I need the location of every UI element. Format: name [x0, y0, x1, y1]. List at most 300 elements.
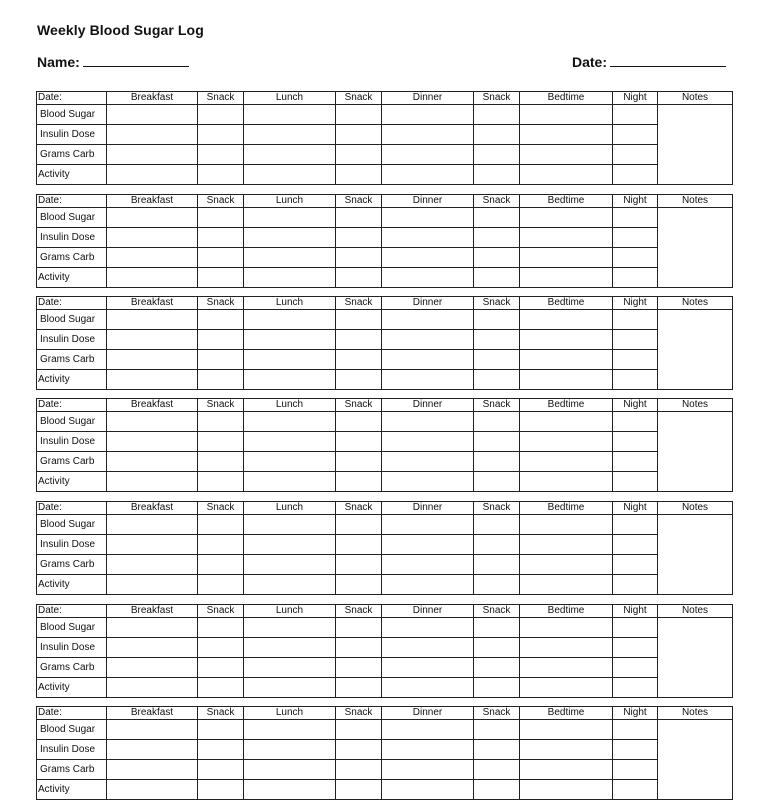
- entry-cell[interactable]: [107, 760, 198, 780]
- table-header-row: [37, 195, 733, 208]
- entry-cell[interactable]: [613, 658, 658, 678]
- entry-cell[interactable]: [244, 350, 336, 370]
- entry-cell[interactable]: [244, 125, 336, 145]
- entry-cell[interactable]: [198, 105, 244, 125]
- entry-cell[interactable]: [336, 370, 382, 390]
- row-label: Grams Carb: [37, 248, 107, 268]
- entry-cell[interactable]: [520, 740, 613, 760]
- entry-cell[interactable]: [474, 310, 520, 330]
- date-field[interactable]: [572, 54, 726, 70]
- column-header: Night: [613, 605, 658, 618]
- entry-cell[interactable]: [244, 330, 336, 350]
- entry-cell[interactable]: [244, 472, 336, 492]
- entry-cell[interactable]: [336, 125, 382, 145]
- entry-cell[interactable]: [198, 535, 244, 555]
- notes-cell[interactable]: [658, 105, 733, 185]
- column-header: Snack: [336, 707, 382, 720]
- entry-cell[interactable]: [382, 720, 474, 740]
- column-header: Lunch: [244, 605, 336, 618]
- entry-cell[interactable]: [474, 618, 520, 638]
- entry-cell[interactable]: [520, 575, 613, 595]
- entry-cell[interactable]: [336, 575, 382, 595]
- entry-cell[interactable]: [474, 145, 520, 165]
- entry-cell[interactable]: [107, 125, 198, 145]
- entry-cell[interactable]: [613, 145, 658, 165]
- entry-cell[interactable]: [336, 268, 382, 288]
- entry-cell[interactable]: [198, 760, 244, 780]
- entry-cell[interactable]: [520, 105, 613, 125]
- entry-cell[interactable]: [474, 720, 520, 740]
- entry-cell[interactable]: [382, 760, 474, 780]
- entry-cell[interactable]: [520, 310, 613, 330]
- entry-cell[interactable]: [198, 472, 244, 492]
- entry-cell[interactable]: [382, 535, 474, 555]
- entry-cell[interactable]: [244, 515, 336, 535]
- column-header: Lunch: [244, 707, 336, 720]
- entry-cell[interactable]: [382, 452, 474, 472]
- entry-cell[interactable]: [107, 452, 198, 472]
- entry-cell[interactable]: [198, 268, 244, 288]
- date-cell[interactable]: Date:: [37, 502, 107, 515]
- table-row: [37, 412, 733, 432]
- entry-cell[interactable]: [474, 248, 520, 268]
- table-header-row: [37, 707, 733, 720]
- entry-cell[interactable]: [107, 740, 198, 760]
- table-header-row: [37, 297, 733, 310]
- entry-cell[interactable]: [613, 618, 658, 638]
- row-label: Blood Sugar: [37, 105, 107, 125]
- column-header: Dinner: [382, 92, 474, 105]
- entry-cell[interactable]: [244, 145, 336, 165]
- entry-cell[interactable]: [382, 515, 474, 535]
- entry-cell[interactable]: [336, 248, 382, 268]
- entry-cell[interactable]: [520, 268, 613, 288]
- table-row: [37, 638, 733, 658]
- entry-cell[interactable]: [198, 208, 244, 228]
- column-header: Lunch: [244, 195, 336, 208]
- entry-cell[interactable]: [613, 248, 658, 268]
- entry-cell[interactable]: [244, 658, 336, 678]
- entry-cell[interactable]: [382, 370, 474, 390]
- notes-cell[interactable]: [658, 412, 733, 492]
- column-header: Bedtime: [520, 399, 613, 412]
- entry-cell[interactable]: [244, 228, 336, 248]
- entry-cell[interactable]: [107, 678, 198, 698]
- entry-cell[interactable]: [198, 658, 244, 678]
- entry-cell[interactable]: [198, 452, 244, 472]
- entry-cell[interactable]: [107, 618, 198, 638]
- entry-cell[interactable]: [198, 125, 244, 145]
- entry-cell[interactable]: [107, 412, 198, 432]
- table-row: [37, 535, 733, 555]
- entry-cell[interactable]: [198, 432, 244, 452]
- row-label: Insulin Dose: [37, 740, 107, 760]
- row-label: Grams Carb: [37, 145, 107, 165]
- entry-cell[interactable]: [244, 678, 336, 698]
- entry-cell[interactable]: [244, 740, 336, 760]
- entry-cell[interactable]: [613, 125, 658, 145]
- entry-cell[interactable]: [198, 165, 244, 185]
- entry-cell[interactable]: [520, 145, 613, 165]
- entry-cell[interactable]: [244, 370, 336, 390]
- table-row: [37, 658, 733, 678]
- entry-cell[interactable]: [244, 165, 336, 185]
- entry-cell[interactable]: [613, 678, 658, 698]
- entry-cell[interactable]: [107, 370, 198, 390]
- date-cell[interactable]: Date:: [37, 297, 107, 310]
- entry-cell[interactable]: [382, 618, 474, 638]
- column-header: Notes: [658, 92, 733, 105]
- entry-cell[interactable]: [474, 760, 520, 780]
- entry-cell[interactable]: [244, 535, 336, 555]
- entry-cell[interactable]: [613, 760, 658, 780]
- day-log-table: [36, 194, 733, 288]
- entry-cell[interactable]: [336, 432, 382, 452]
- date-cell[interactable]: Date:: [37, 92, 107, 105]
- entry-cell[interactable]: [613, 228, 658, 248]
- entry-cell[interactable]: [336, 145, 382, 165]
- entry-cell[interactable]: [520, 248, 613, 268]
- entry-cell[interactable]: [198, 678, 244, 698]
- entry-cell[interactable]: [613, 208, 658, 228]
- entry-cell[interactable]: [336, 760, 382, 780]
- entry-cell[interactable]: [520, 165, 613, 185]
- name-field[interactable]: [37, 54, 189, 70]
- entry-cell[interactable]: [107, 350, 198, 370]
- column-header: Snack: [198, 297, 244, 310]
- entry-cell[interactable]: [107, 165, 198, 185]
- entry-cell[interactable]: [336, 412, 382, 432]
- row-label: Grams Carb: [37, 760, 107, 780]
- entry-cell[interactable]: [198, 228, 244, 248]
- entry-cell[interactable]: [198, 618, 244, 638]
- row-label: Activity: [37, 678, 107, 698]
- entry-cell[interactable]: [244, 618, 336, 638]
- entry-cell[interactable]: [198, 145, 244, 165]
- date-cell[interactable]: Date:: [37, 605, 107, 618]
- entry-cell[interactable]: [613, 555, 658, 575]
- entry-cell[interactable]: [382, 105, 474, 125]
- notes-cell[interactable]: [658, 720, 733, 800]
- entry-cell[interactable]: [198, 412, 244, 432]
- entry-cell[interactable]: [474, 638, 520, 658]
- entry-cell[interactable]: [520, 618, 613, 638]
- entry-cell[interactable]: [382, 248, 474, 268]
- column-header: Breakfast: [107, 502, 198, 515]
- entry-cell[interactable]: [336, 535, 382, 555]
- column-header: Dinner: [382, 195, 474, 208]
- entry-cell[interactable]: [474, 208, 520, 228]
- entry-cell[interactable]: [520, 638, 613, 658]
- entry-cell[interactable]: [198, 330, 244, 350]
- entry-cell[interactable]: [474, 330, 520, 350]
- column-header: Snack: [198, 195, 244, 208]
- entry-cell[interactable]: [520, 472, 613, 492]
- entry-cell[interactable]: [244, 452, 336, 472]
- date-blank-line[interactable]: [610, 56, 726, 67]
- entry-cell[interactable]: [244, 208, 336, 228]
- entry-cell[interactable]: [520, 370, 613, 390]
- entry-cell[interactable]: [336, 310, 382, 330]
- day-log-table: [36, 296, 733, 390]
- entry-cell[interactable]: [198, 515, 244, 535]
- entry-cell[interactable]: [474, 575, 520, 595]
- column-header: Notes: [658, 297, 733, 310]
- entry-cell[interactable]: [382, 165, 474, 185]
- row-label: Activity: [37, 268, 107, 288]
- entry-cell[interactable]: [107, 310, 198, 330]
- entry-cell[interactable]: [520, 208, 613, 228]
- entry-cell[interactable]: [107, 515, 198, 535]
- row-label: Blood Sugar: [37, 515, 107, 535]
- entry-cell[interactable]: [520, 515, 613, 535]
- entry-cell[interactable]: [520, 760, 613, 780]
- entry-cell[interactable]: [198, 780, 244, 800]
- entry-cell[interactable]: [520, 780, 613, 800]
- entry-cell[interactable]: [336, 740, 382, 760]
- entry-cell[interactable]: [613, 515, 658, 535]
- entry-cell[interactable]: [382, 432, 474, 452]
- entry-cell[interactable]: [474, 228, 520, 248]
- entry-cell[interactable]: [107, 432, 198, 452]
- entry-cell[interactable]: [474, 452, 520, 472]
- entry-cell[interactable]: [382, 780, 474, 800]
- entry-cell[interactable]: [474, 105, 520, 125]
- table-header-row: [37, 92, 733, 105]
- entry-cell[interactable]: [107, 575, 198, 595]
- column-header: Dinner: [382, 399, 474, 412]
- entry-cell[interactable]: [520, 125, 613, 145]
- entry-cell[interactable]: [520, 720, 613, 740]
- entry-cell[interactable]: [198, 310, 244, 330]
- entry-cell[interactable]: [107, 638, 198, 658]
- entry-cell[interactable]: [244, 760, 336, 780]
- entry-cell[interactable]: [382, 125, 474, 145]
- entry-cell[interactable]: [382, 268, 474, 288]
- entry-cell[interactable]: [336, 678, 382, 698]
- table-row: [37, 555, 733, 575]
- notes-cell[interactable]: [658, 618, 733, 698]
- table-row: [37, 472, 733, 492]
- entry-cell[interactable]: [382, 228, 474, 248]
- entry-cell[interactable]: [336, 618, 382, 638]
- row-label: Insulin Dose: [37, 228, 107, 248]
- entry-cell[interactable]: [244, 555, 336, 575]
- entry-cell[interactable]: [198, 370, 244, 390]
- notes-cell[interactable]: [658, 208, 733, 288]
- entry-cell[interactable]: [336, 228, 382, 248]
- entry-cell[interactable]: [474, 555, 520, 575]
- entry-cell[interactable]: [613, 535, 658, 555]
- column-header: Snack: [198, 502, 244, 515]
- entry-cell[interactable]: [198, 720, 244, 740]
- entry-cell[interactable]: [198, 248, 244, 268]
- entry-cell[interactable]: [244, 248, 336, 268]
- entry-cell[interactable]: [336, 720, 382, 740]
- entry-cell[interactable]: [474, 165, 520, 185]
- entry-cell[interactable]: [382, 555, 474, 575]
- entry-cell[interactable]: [613, 452, 658, 472]
- table-row: [37, 515, 733, 535]
- day-log-table: [36, 604, 733, 698]
- table-row: [37, 105, 733, 125]
- entry-cell[interactable]: [474, 515, 520, 535]
- entry-cell[interactable]: [474, 125, 520, 145]
- entry-cell[interactable]: [244, 720, 336, 740]
- notes-cell[interactable]: [658, 515, 733, 595]
- entry-cell[interactable]: [613, 370, 658, 390]
- entry-cell[interactable]: [520, 555, 613, 575]
- column-header: Dinner: [382, 297, 474, 310]
- entry-cell[interactable]: [520, 330, 613, 350]
- entry-cell[interactable]: [474, 678, 520, 698]
- table-row: [37, 678, 733, 698]
- row-label: Activity: [37, 472, 107, 492]
- column-header: Breakfast: [107, 707, 198, 720]
- date-cell[interactable]: Date:: [37, 707, 107, 720]
- column-header: Night: [613, 195, 658, 208]
- entry-cell[interactable]: [336, 165, 382, 185]
- entry-cell[interactable]: [613, 432, 658, 452]
- column-header: Snack: [336, 502, 382, 515]
- entry-cell[interactable]: [474, 535, 520, 555]
- entry-cell[interactable]: [382, 145, 474, 165]
- entry-cell[interactable]: [520, 678, 613, 698]
- entry-cell[interactable]: [382, 310, 474, 330]
- entry-cell[interactable]: [336, 350, 382, 370]
- entry-cell[interactable]: [244, 105, 336, 125]
- entry-cell[interactable]: [107, 228, 198, 248]
- entry-cell[interactable]: [382, 678, 474, 698]
- entry-cell[interactable]: [198, 575, 244, 595]
- entry-cell[interactable]: [107, 248, 198, 268]
- entry-cell[interactable]: [613, 310, 658, 330]
- entry-cell[interactable]: [474, 370, 520, 390]
- entry-cell[interactable]: [107, 720, 198, 740]
- entry-cell[interactable]: [107, 535, 198, 555]
- entry-cell[interactable]: [382, 208, 474, 228]
- entry-cell[interactable]: [244, 780, 336, 800]
- entry-cell[interactable]: [198, 740, 244, 760]
- entry-cell[interactable]: [613, 720, 658, 740]
- entry-cell[interactable]: [613, 105, 658, 125]
- table-row: [37, 720, 733, 740]
- entry-cell[interactable]: [382, 638, 474, 658]
- entry-cell[interactable]: [336, 452, 382, 472]
- column-header: Snack: [336, 605, 382, 618]
- table-row: [37, 268, 733, 288]
- entry-cell[interactable]: [382, 740, 474, 760]
- entry-cell[interactable]: [244, 432, 336, 452]
- entry-cell[interactable]: [107, 145, 198, 165]
- entry-cell[interactable]: [382, 575, 474, 595]
- entry-cell[interactable]: [382, 412, 474, 432]
- row-label: Activity: [37, 370, 107, 390]
- date-cell[interactable]: Date:: [37, 195, 107, 208]
- entry-cell[interactable]: [382, 472, 474, 492]
- entry-cell[interactable]: [336, 780, 382, 800]
- entry-cell[interactable]: [107, 780, 198, 800]
- entry-cell[interactable]: [520, 658, 613, 678]
- column-header: Night: [613, 92, 658, 105]
- entry-cell[interactable]: [107, 330, 198, 350]
- entry-cell[interactable]: [613, 165, 658, 185]
- entry-cell[interactable]: [474, 472, 520, 492]
- entry-cell[interactable]: [107, 658, 198, 678]
- entry-cell[interactable]: [336, 555, 382, 575]
- entry-cell[interactable]: [336, 658, 382, 678]
- entry-cell[interactable]: [107, 268, 198, 288]
- row-label: Insulin Dose: [37, 330, 107, 350]
- entry-cell[interactable]: [336, 330, 382, 350]
- entry-cell[interactable]: [107, 208, 198, 228]
- entry-cell[interactable]: [474, 412, 520, 432]
- entry-cell[interactable]: [336, 515, 382, 535]
- day-log-table: [36, 398, 733, 492]
- entry-cell[interactable]: [613, 350, 658, 370]
- entry-cell[interactable]: [520, 432, 613, 452]
- column-header: Bedtime: [520, 195, 613, 208]
- entry-cell[interactable]: [613, 330, 658, 350]
- entry-cell[interactable]: [244, 638, 336, 658]
- name-blank-line[interactable]: [83, 56, 189, 67]
- entry-cell[interactable]: [244, 575, 336, 595]
- table-row: [37, 165, 733, 185]
- entry-cell[interactable]: [520, 535, 613, 555]
- entry-cell[interactable]: [198, 350, 244, 370]
- entry-cell[interactable]: [474, 658, 520, 678]
- entry-cell[interactable]: [382, 350, 474, 370]
- entry-cell[interactable]: [474, 350, 520, 370]
- entry-cell[interactable]: [244, 412, 336, 432]
- entry-cell[interactable]: [613, 472, 658, 492]
- entry-cell[interactable]: [520, 350, 613, 370]
- entry-cell[interactable]: [474, 740, 520, 760]
- entry-cell[interactable]: [613, 740, 658, 760]
- entry-cell[interactable]: [336, 472, 382, 492]
- entry-cell[interactable]: [382, 658, 474, 678]
- column-header: Breakfast: [107, 297, 198, 310]
- entry-cell[interactable]: [336, 638, 382, 658]
- entry-cell[interactable]: [474, 432, 520, 452]
- notes-cell[interactable]: [658, 310, 733, 390]
- table-row: [37, 370, 733, 390]
- entry-cell[interactable]: [244, 268, 336, 288]
- entry-cell[interactable]: [613, 412, 658, 432]
- entry-cell[interactable]: [198, 638, 244, 658]
- entry-cell[interactable]: [474, 268, 520, 288]
- entry-cell[interactable]: [107, 105, 198, 125]
- entry-cell[interactable]: [244, 310, 336, 330]
- entry-cell[interactable]: [613, 638, 658, 658]
- column-header: Night: [613, 297, 658, 310]
- entry-cell[interactable]: [107, 555, 198, 575]
- entry-cell[interactable]: [198, 555, 244, 575]
- entry-cell[interactable]: [474, 780, 520, 800]
- entry-cell[interactable]: [613, 268, 658, 288]
- column-header: Lunch: [244, 399, 336, 412]
- date-cell[interactable]: Date:: [37, 399, 107, 412]
- entry-cell[interactable]: [336, 105, 382, 125]
- entry-cell[interactable]: [520, 412, 613, 432]
- entry-cell[interactable]: [336, 208, 382, 228]
- entry-cell[interactable]: [382, 330, 474, 350]
- entry-cell[interactable]: [613, 780, 658, 800]
- entry-cell[interactable]: [520, 228, 613, 248]
- entry-cell[interactable]: [520, 452, 613, 472]
- entry-cell[interactable]: [107, 472, 198, 492]
- entry-cell[interactable]: [613, 575, 658, 595]
